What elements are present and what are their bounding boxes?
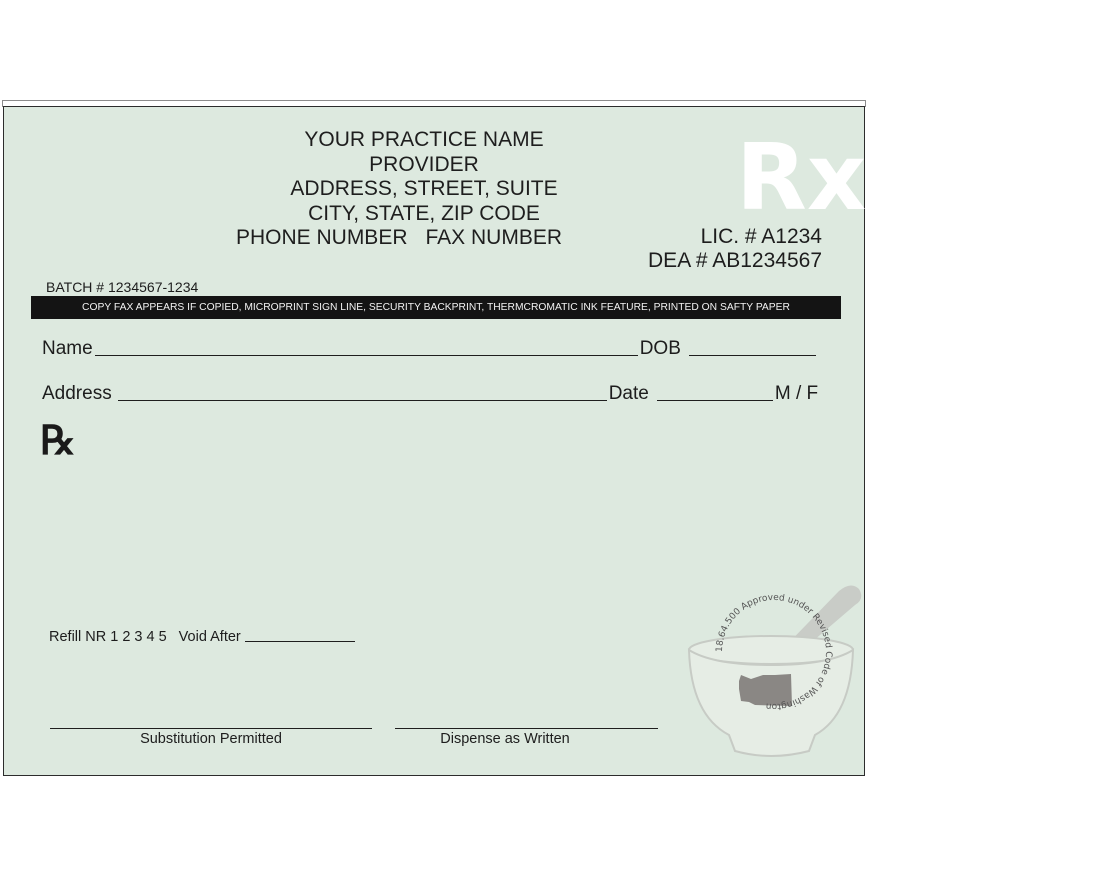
patient-name-field[interactable] <box>95 337 638 356</box>
sex-selector[interactable]: M / F <box>774 383 819 404</box>
provider-name: PROVIDER <box>369 152 479 176</box>
batch-number: BATCH # 1234567-1234 <box>46 279 199 295</box>
dispense-signature-line[interactable] <box>395 728 658 729</box>
seal-text: 18.64.500 Approved under Revised Code of Washington <box>714 592 834 712</box>
address-label: Address <box>42 383 112 404</box>
license-number: LIC. # A1234 <box>700 225 822 248</box>
phone-fax-line <box>236 226 562 251</box>
refill-options[interactable]: Refill NR 1 2 3 4 5 <box>49 629 167 645</box>
rx-watermark-text: Rx <box>736 124 867 231</box>
dispense-as-written-label: Dispense as Written <box>440 731 570 747</box>
rx-watermark-icon <box>730 124 867 235</box>
rx-symbol: ℞ <box>40 417 76 464</box>
security-features-banner: COPY FAX APPEARS IF COPIED, MICROPRINT SIGN LINE, SECURITY BACKPRINT, THERMCROMATIC INK FEATURE, PRINTED ON SAFTY PAPER <box>31 296 841 319</box>
name-label: Name <box>42 338 93 359</box>
practice-address: ADDRESS, STREET, SUITE <box>290 177 558 200</box>
practice-name: YOUR PRACTICE NAME <box>304 128 544 151</box>
dea-number: DEA # AB1234567 <box>648 249 822 272</box>
practice-city-state-zip: CITY, STATE, ZIP CODE <box>308 201 540 225</box>
substitution-signature-line[interactable] <box>50 728 372 729</box>
date-field[interactable] <box>657 382 773 401</box>
refill-row <box>49 627 355 645</box>
void-after-field[interactable] <box>245 627 355 642</box>
rx-symbol-icon <box>40 418 82 462</box>
fax-number: FAX NUMBER <box>425 226 563 249</box>
patient-address-field[interactable] <box>118 382 607 401</box>
void-after-label: Void After <box>178 629 241 645</box>
dob-label: DOB <box>639 338 681 359</box>
address-date-row <box>42 382 818 405</box>
date-label: Date <box>608 383 649 404</box>
substitution-permitted-label: Substitution Permitted <box>140 731 282 747</box>
dob-field[interactable] <box>689 337 816 356</box>
name-dob-row <box>42 337 818 360</box>
phone-number: PHONE NUMBER <box>235 226 408 249</box>
mortar-pestle-seal-icon <box>679 575 869 765</box>
prescription-pad <box>3 106 865 776</box>
